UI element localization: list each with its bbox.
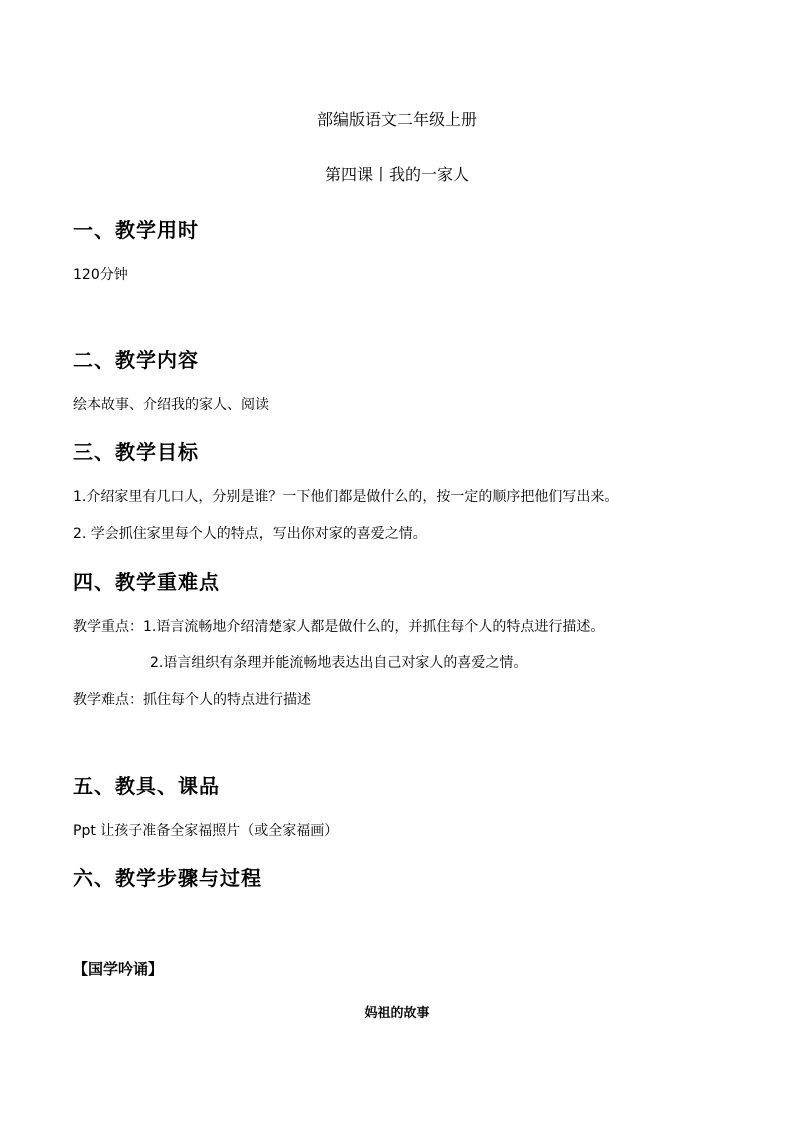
steps-subheading: 【国学吟诵】 [73, 960, 164, 978]
story-title: 妈祖的故事 [364, 1006, 430, 1021]
section-content-text: 绘本故事、介绍我的家人、阅读 [73, 397, 269, 413]
goal-item-2: 2. 学会抓住家里每个人的特点，写出你对家的喜爱之情。 [73, 526, 427, 542]
materials-content: Ppt 让孩子准备全家福照片（或全家福画） [73, 823, 339, 839]
section-heading-materials: 五、教具、课品 [73, 774, 220, 798]
key-difficulty: 教学难点：抓住每个人的特点进行描述 [73, 692, 311, 708]
subject-title: 部编版语文二年级上册 [316, 110, 477, 129]
key-focus-line-1: 教学重点：1.语言流畅地介绍清楚家人都是做什么的，并抓住每个人的特点进行描述。 [73, 619, 605, 635]
lesson-title: 第四课丨我的一家人 [324, 165, 469, 184]
key-focus-line-2: 2.语言组织有条理并能流畅地表达出自己对家人的喜爱之情。 [150, 655, 528, 671]
section-heading-content: 二、教学内容 [73, 348, 199, 372]
section-time-content: 120分钟 [73, 267, 128, 283]
goal-item-1: 1.介绍家里有几口人，分别是谁？一下他们都是做什么的，按一定的顺序把他们写出来。 [73, 489, 619, 505]
section-heading-goals: 三、教学目标 [73, 440, 199, 464]
section-heading-time: 一、教学用时 [73, 218, 199, 242]
section-heading-key-points: 四、教学重难点 [73, 570, 220, 594]
section-heading-steps: 六、教学步骤与过程 [73, 866, 262, 890]
